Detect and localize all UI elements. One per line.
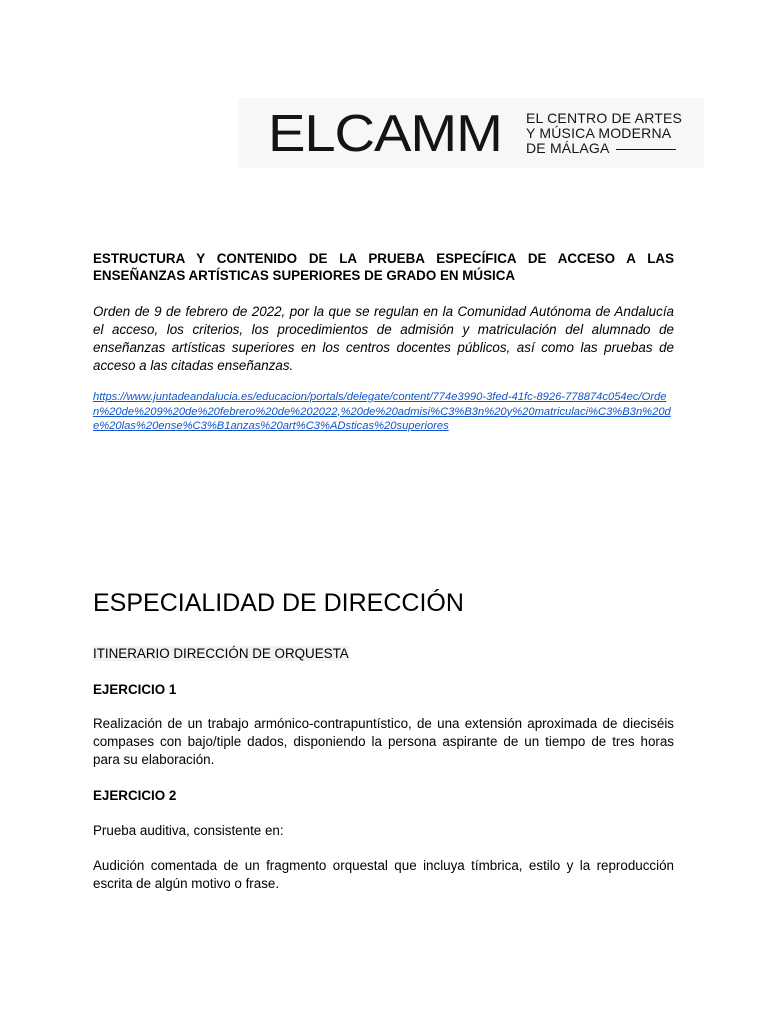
itinerario-heading (93, 645, 674, 663)
orden-paragraph: Orden de 9 de febrero de 2022, por la que se regulan en la Comunidad Autónoma de Andalucía el acceso, los criterios, los procedimientos de admisión y matriculación del alumnado de enseñanzas artísticas superiores en los centros docentes públicos, así como las pruebas de acceso a las citadas enseñanzas. (93, 304, 674, 373)
elcamm-logo (238, 98, 704, 168)
ejercicio1-text: Realización de un trabajo armónico-contrapuntístico, de una extensión aproximada de dieciséis compases con bajo/tiple dados, disponiendo la persona aspirante de un tiempo de tres horas para su elaboración. (93, 716, 674, 767)
section-title: ESPECIALIDAD DE DIRECCIÓN (93, 589, 464, 617)
ejercicio2-intro: Prueba auditiva, consistente en: (93, 823, 284, 838)
ejercicio2-text: Audición comentada de un fragmento orquestal que incluya tímbrica, estilo y la reproducción escrita de algún motivo o frase. (93, 858, 674, 891)
logo-tagline-line1: EL CENTRO DE ARTES (526, 110, 683, 126)
logo-tagline-line3: DE MÁLAGA (526, 140, 610, 156)
ejercicio1-label: EJERCICIO 1 (93, 682, 177, 697)
document-title: ESTRUCTURA Y CONTENIDO DE LA PRUEBA ESPECÍFICA DE ACCESO A LAS ENSEÑANZAS ARTÍSTICAS SUPERIORES DE GRADO EN MÚSICA (93, 251, 674, 283)
logo-tagline-line3-wrap (526, 141, 682, 156)
logo-rule (616, 149, 676, 150)
itinerario-label: ITINERARIO DIRECCIÓN DE ORQUESTA (93, 646, 349, 661)
ejercicio2-label: EJERCICIO 2 (93, 788, 177, 803)
logo-tagline-line2: Y MÚSICA MODERNA (526, 125, 672, 141)
logo-tagline (526, 111, 682, 156)
logo-wordmark: ELCAMM (268, 105, 502, 163)
junta-andalucia-link[interactable]: https://www.juntadeandalucia.es/educacion/portals/delegate/content/774e3990-3fed-41fc-8926-778874c054ec/Orden%20de%209%20de%20febrero%20de%202022,%20de%20admisi%C3%B3n%20y%20matriculaci%C3%B3n%20de%20las%20ense%C3%B1anzas%20art%C3%ADsticas%20superiores (93, 391, 671, 432)
